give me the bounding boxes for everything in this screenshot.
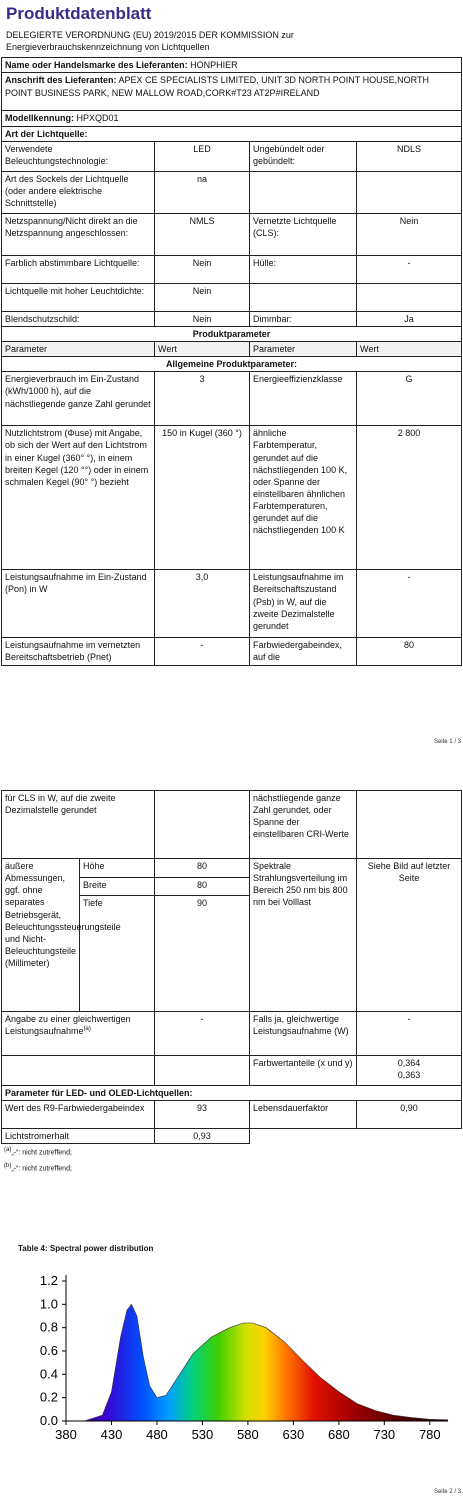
column-header-parameter: Parameter [250,341,357,356]
model-label: Modellkennung: [5,113,74,124]
supplier-name-value: HONPHIER [190,60,238,71]
param-value: 3,0 [155,570,250,638]
product-params-heading-row [2,326,462,341]
type-r-value [357,283,462,311]
supplier-address-value: APEX CE SPECIALISTS LIMITED, UNIT 3D NORTH POINT HOUSE,NORTH POINT BUSINESS PARK, NEW MALLOW ROAD,CORK#T23 AT2P#IRELAND [5,75,429,98]
y-tick-label: 1.2 [39,1272,58,1288]
supplier-address-row [2,73,462,111]
dimension-row [2,859,462,878]
x-tick-label: 730 [373,1426,396,1442]
model-value: HPXQD01 [76,113,119,124]
type-r-label: Hülle: [250,255,357,283]
dimensions-label: äußere Abmessungen, ggf. ohne separates Betriebsgerät, Beleuchtungssteuerungsteile und Nicht-Beleuchtungsteile (Millimeter) [2,859,80,1012]
type-label: Farblich abstimmbare Lichtquelle: [2,255,155,283]
param-label: Leistungsaufnahme im Ein-Zustand (Pon) in W [2,570,155,638]
footnote-ref-a: (a) [83,1026,91,1033]
column-header-value: Wert [155,341,250,356]
chromaticity-y: 0,363 [397,1070,421,1081]
footnote-a-text: „-“: nicht zutreffend; [11,1149,72,1157]
survival-factor-label: Lebensdauerfaktor [250,1101,357,1129]
param-r-value: 2 800 [357,426,462,570]
lumen-maintenance-row [2,1129,462,1144]
param-value: - [155,638,250,666]
type-r-value: Ja [357,311,462,326]
x-tick-label: 780 [418,1426,441,1442]
dimension-name: Höhe [80,859,155,878]
type-label: Lichtquelle mit hoher Leuchtdichte: [2,283,155,311]
y-tick-label: 0.8 [39,1319,58,1335]
light-source-type-heading: Art der Lichtquelle: [2,126,462,141]
type-row [2,171,462,213]
spectral-chart-svg [0,1255,463,1465]
column-header-parameter: Parameter [2,341,155,356]
y-tick-label: 0.2 [39,1389,58,1405]
spectral-label: Spektrale Strahlungsverteilung im Bereich 250 nm bis 800 nm bei Volllast [250,859,357,1012]
param-r-label: Energieeffizienzklasse [250,372,357,426]
param-r-label: Farbwiedergabeindex, auf die [250,638,357,666]
type-label: Netzspannung/Nicht direkt an die Netzspannung angeschlossen: [2,213,155,255]
footnote-b-text: „-“: nicht zutreffend; [11,1165,72,1173]
type-value: Nein [155,283,250,311]
continuation-right: nächstliegende ganze Zahl gerundet, oder Spanne der einstellbaren CRI-Werte [250,791,357,859]
equivalent-power-label: Angabe zu einer gleichwertigen Leistungsaufnahme [5,1014,131,1037]
type-r-value [357,171,462,213]
x-tick-label: 630 [282,1426,305,1442]
equivalent-power-value: - [155,1012,250,1056]
dimension-value: 80 [155,877,250,896]
spectral-value: Siehe Bild auf letzter Seite [357,859,462,1012]
type-r-label: Vernetzte Lichtquelle (CLS): [250,213,357,255]
page-1 [0,0,463,666]
column-header-row [2,341,462,356]
y-tick-label: 0.6 [39,1342,58,1358]
type-row [2,283,462,311]
type-value: Nein [155,311,250,326]
param-value: 150 in Kugel (360 °) [155,426,250,570]
type-value: LED [155,141,250,171]
y-tick-label: 1.0 [39,1296,58,1312]
param-row [2,372,462,426]
type-value: Nein [155,255,250,283]
type-label: Verwendete Beleuchtungstechnologie: [2,141,155,171]
y-tick-label: 0.4 [39,1366,58,1382]
param-label: Leistungsaufnahme im vernetzten Bereitschaftsbetrieb (Pnet) [2,638,155,666]
equivalent-power-row [2,1012,462,1056]
type-r-value: - [357,255,462,283]
type-label: Art des Sockels der Lichtquelle (oder andere elektrische Schnittstelle) [2,171,155,213]
regulation-text: DELEGIERTE VERORDNUNG (EU) 2019/2015 DER KOMMISSION zur Energieverbrauchskennzeichnung von Lichtquellen [6,30,294,53]
dimension-value: 90 [155,896,250,1012]
model-row [2,111,462,126]
x-tick-label: 530 [191,1426,214,1442]
dimension-name: Tiefe [80,896,155,1012]
product-sheet-table [1,57,462,666]
page-number-1: Seite 1 / 3 [433,739,461,745]
footnote-a [0,1144,463,1160]
type-row [2,141,462,171]
param-value: 3 [155,372,250,426]
lumen-maintenance-label: Lichtstromerhalt [2,1129,155,1144]
equivalent-power-r-value: - [357,1012,462,1056]
survival-factor-value: 0,90 [357,1101,462,1129]
spectral-chart [0,1238,463,1468]
param-label: Nutzlichtstrom (Φuse) mit Angabe, ob sich der Wert auf den Lichtstrom in einer Kugel (360° °), in einem breiten Kegel (120 °°) oder in einem schmalen Kegel (90° °) bezieht [2,426,155,570]
type-r-value: NDLS [357,141,462,171]
led-params-heading: Parameter für LED- und OLED-Lichtquellen: [2,1086,462,1101]
r9-label: Wert des R9-Farbwiedergabeindex [2,1101,155,1129]
footnote-a-mark: (a) [4,1147,12,1154]
r9-row [2,1101,462,1129]
dimension-name: Breite [80,877,155,896]
page-number-2: Seite 2 / 3 [433,1489,461,1495]
r9-value: 93 [155,1101,250,1129]
type-r-label [250,171,357,213]
continuation-row [2,791,462,859]
chromaticity-values [357,1056,462,1086]
param-label: Energieverbrauch im Ein-Zustand (kWh/1000 h), auf die nächstliegende ganze Zahl gerundet [2,372,155,426]
param-r-value: 80 [357,638,462,666]
dimension-value: 80 [155,859,250,878]
type-value: na [155,171,250,213]
type-r-label: Ungebündelt oder gebündelt: [250,141,357,171]
type-label: Blendschutzschild: [2,311,155,326]
param-r-value: G [357,372,462,426]
param-row [2,426,462,570]
spectrum-area [66,1304,448,1421]
supplier-address-label: Anschrift des Lieferanten: [5,75,117,86]
general-params-heading-row [2,357,462,372]
param-r-label: Leistungsaufnahme im Bereitschaftszustand (Psb) in W, auf die zweite Dezimalstelle gerundet [250,570,357,638]
x-tick-label: 480 [146,1426,168,1442]
supplier-name-label: Name oder Handelsmarke des Lieferanten: [5,60,188,71]
lumen-maintenance-value: 0,93 [155,1129,250,1144]
led-heading-row [2,1086,462,1101]
type-row [2,255,462,283]
param-r-label: ähnliche Farbtemperatur, gerundet auf die nächstliegenden 100 K, oder Spanne der einstellbaren ähnlichen Farbtemperaturen, gerundet auf die nächstliegenden 100 K [250,426,357,570]
param-row [2,638,462,666]
footnote-b-mark: (b) [4,1163,12,1170]
chart-title: Table 4: Spectral power distribution [18,1244,154,1253]
x-tick-label: 430 [100,1426,123,1442]
param-row [2,570,462,638]
type-value: NMLS [155,213,250,255]
general-params-heading: Allgemeine Produktparameter: [2,357,462,372]
supplier-name-row [2,58,462,73]
footnote-b [0,1160,463,1176]
document-title: Produktdatenblatt [6,4,152,23]
light-source-type-row [2,126,462,141]
page-2 [0,790,463,1176]
type-row [2,213,462,255]
continuation-left: für CLS in W, auf die zweite Dezimalstelle gerundet [2,791,155,859]
chromaticity-label: Farbwertanteile (x und y) [250,1056,357,1086]
chromaticity-x: 0,364 [397,1058,421,1068]
x-tick-label: 580 [237,1426,259,1442]
column-header-value: Wert [357,341,462,356]
type-r-value: Nein [357,213,462,255]
product-sheet-table-continued [1,790,462,1144]
product-params-heading: Produktparameter [2,326,462,341]
type-r-label: Dimmbar: [250,311,357,326]
param-r-value: - [357,570,462,638]
y-tick-label: 0.0 [39,1412,58,1428]
chromaticity-row [2,1056,462,1086]
type-row [2,311,462,326]
x-tick-label: 680 [328,1426,350,1442]
equivalent-power-r-label: Falls ja, gleichwertige Leistungsaufnahme (W) [250,1012,357,1056]
x-tick-label: 380 [55,1426,77,1442]
type-r-label [250,283,357,311]
